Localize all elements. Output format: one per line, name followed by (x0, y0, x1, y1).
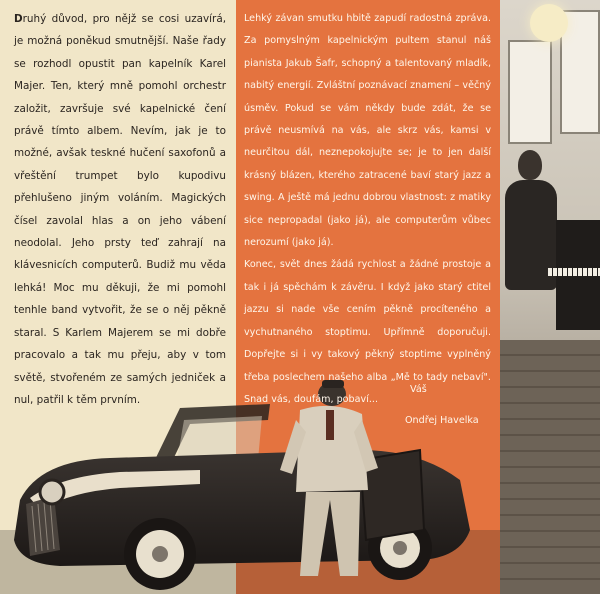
dropcap: D (14, 13, 23, 25)
lamp-icon (530, 4, 568, 42)
left-column-text (14, 8, 226, 411)
piano-keys (548, 268, 600, 276)
window-pane (508, 40, 552, 144)
pianist-head (518, 150, 542, 180)
vintage-car-illustration (0, 380, 500, 594)
floor (500, 340, 600, 594)
signature-name: Ondřej Havelka (405, 415, 479, 426)
left-body-text: ruhý důvod, pro nějž se cosi uzavírá, je možná poněkud smutnější. Naše řady se rozhodl opustit pan kapelník Karel Majer. Ten, který mně pomohl orchestr založit, završuje své kapelnické čení právě tímto albem. Nevím, jak je to možné, avšak teskné hučení saxofonů a vřeštění trumpet bylo kupodivu přehlušeno jiným voláním. Magických čísel zavolal hlas a on jeho vábení neodolal. Jeho prsty teď zahrají na klávesnicích computerů. Budiž mu věda lehká! Moc mu děkuji, že mi pomohl tenhle band vytvořit, že se o něj pěkně staral. S Karlem Majerem se mi dobře pracovalo a tak mu přeju, aby v tom světě, stvořeném ze samých jedniček a nul, patřil k těm prvním. (14, 13, 226, 406)
paragraph-1: Lehký závan smutku hbitě zapudí radostná zpráva. Za pomyslným kapelnickým pultem stanul náš pianista Jakub Šafr, schopný a talentovaný mladík, nabitý energií. Zvláštní poznávací znamení – věčný úsměv. Pokud se vám někdy bude zdát, že se právě neusmívá na vás, ale skrz vás, kamsi v neurčitou dál, neznepokojujte se; je to jen další krásný blázen, kterého zatracené baví starý jazz a swing. A ještě má jednu dobrou vlastnost: z matiky sice nepropadal (jako já), ale computerům vůbec nerozumí (jako já). (244, 13, 491, 249)
right-column-text (244, 8, 491, 411)
paragraph-2: Konec, svět dnes žádá rychlost a žádné prostoje a tak i já spěchám k závěru. I když jako starý ctitel jazzu si nade vše cením pěkně procíteného a vychutnaného stoptimu. Upřímně doporučuji. Dopřejte si i vy takový pěkný stoptime vyplněný třeba poslechem našeho alba „Mě to tady nebaví". Snad vás, doufám, pobaví... (244, 259, 491, 405)
signature-greeting: Váš (410, 384, 427, 395)
